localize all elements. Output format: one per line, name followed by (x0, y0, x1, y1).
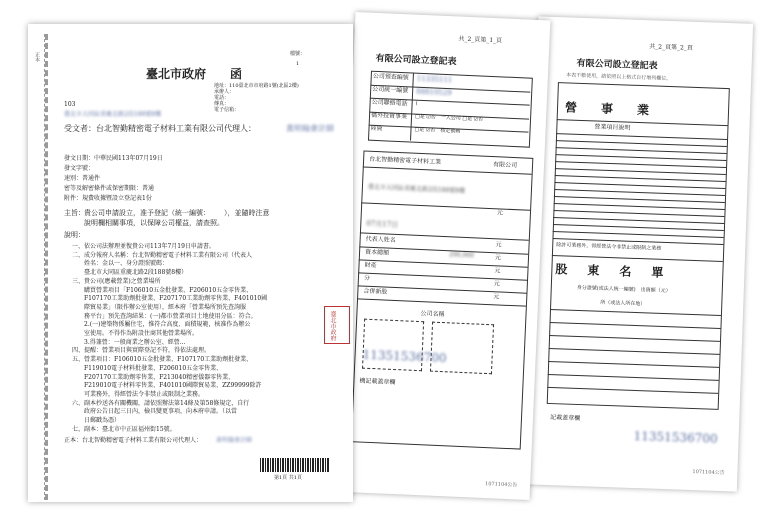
form-note: 本表不敷使用，請依照以上格式自行增列欄位。 (566, 72, 672, 83)
sender-address-line: 電話： (214, 95, 230, 101)
date: 07月17日 (366, 219, 399, 230)
explanation-item: 四、提醒：營業項目與實際登記不符，得依法處理。 (72, 347, 211, 355)
meta-line: 速別：普通件 (64, 175, 101, 182)
explanation-item: 日郵戳為憑） (72, 417, 121, 424)
explanation-item: 政府公告日起三日內，檢具變更事項，向本府申請。（以當 (72, 408, 238, 416)
explanation-item: F207170工業助劑零售業、F213040精密儀器零售業、 (72, 373, 235, 381)
capital-amount: 200,000 (448, 251, 475, 260)
explanation-item: 可業務外，得經營法令非禁止或限制之業務。 (72, 390, 205, 398)
row-value: □是 ☑否 一人公司 □是 ☑否 (414, 113, 484, 123)
subject-label: 主旨： (64, 209, 85, 217)
row-label: 公司預查編號 (372, 72, 409, 82)
row-label: 僑外投資事業 (370, 111, 408, 121)
subject-text-1: 貴公司申請設立，准予登記（統一編號： (84, 209, 210, 217)
business-header: 營業項目說明 (594, 123, 631, 132)
file-number-label: 檔號： (290, 51, 306, 57)
section-business-title: 營 事 業 (564, 100, 656, 118)
row-value: □是 ☑否 核定號碼 (414, 126, 461, 135)
id-code: 11351536700 (633, 428, 718, 446)
sender-address-line: 傳真： (214, 101, 230, 107)
field-label: 代表人姓名 (365, 235, 396, 244)
field-label: 分 (363, 274, 371, 282)
official-seal (324, 306, 350, 344)
page-counter: 共_2_頁第_2_頁 (649, 43, 693, 52)
subject-text-3: 說明欄相關事項，以保障公司權益，請查照。 (84, 219, 224, 227)
explanation-item: 姓名：金以一、身分證照號碼： (72, 260, 169, 268)
barcode (260, 458, 330, 472)
explanation-item: 臺北市大同區重慶北路2段188號8樓） (72, 269, 188, 277)
row-value: ( (415, 100, 418, 107)
form-title: 有限公司設立登記表 (576, 58, 658, 72)
section-shareholders-title: 股 東 名 單 (555, 262, 668, 281)
explanation-label: 說明： (64, 231, 85, 239)
form-footer-code: 1071104公告 (692, 469, 725, 477)
company-name: 台北智勤精密電子材料工業 (368, 155, 442, 166)
explanation-item: 購買營業項目「F106010五金批發業、F206010五金零售業、 (72, 286, 253, 294)
recipient-address: 臺北市大同區重慶北路2段188號8樓 (64, 111, 162, 118)
field-label: 資本總額 (364, 248, 390, 257)
meta-line: 密等及解密條件或保密期限：普通 (64, 185, 155, 192)
registration-form-page-1 (335, 12, 551, 500)
explanation-item: 五、營業項目：F106010五金批發業、F107170工業助劑批發業、 (72, 356, 253, 364)
explanation-item: F107170工業助劑批發業、F207170工業助劑零售業、F401010國 (72, 295, 268, 303)
stamp-label: 機記載蓋章欄 (359, 377, 396, 387)
shareholder-header: 身分證號(或法人統一編號) 出資額（元） (576, 284, 671, 295)
page-counter: 共_2_頁第_1_頁 (458, 35, 503, 45)
unit-label: 元 (495, 241, 502, 249)
explanation-item: 室使用。不得作為附設住商其他營業場所。 (72, 330, 199, 337)
recipient-label: 受文者：台北智勤精密電子材料工業有限公司代理人： (64, 124, 256, 133)
shareholder-lines (538, 16, 753, 24)
row-label: 公司統一編號 (372, 85, 409, 95)
subject-text-2: ），並隨時注意 (224, 209, 270, 217)
unit-label: 元 (493, 293, 500, 301)
page-footer: 第1頁 共1頁 (274, 475, 302, 481)
explanation-item: 3.得兼營：一般商業之辦公室、經營... (72, 338, 186, 346)
explanation-item: 二、成分報府人名稱：台北智勤精密電子材料工業有限公司（代表人 (72, 251, 253, 259)
row-label: 陸資 (370, 124, 383, 133)
field-label: 合併新股 (363, 287, 388, 296)
shareholder-header-2: 所（或法人所在地） (600, 299, 646, 308)
sender-address-line: 承辦人： (214, 89, 235, 95)
sender-address-line: 地址：110臺北市市府路1號(北區2樓) (214, 83, 299, 89)
unit-label: 元 (493, 280, 501, 288)
meta-line: 發文字號： (64, 165, 95, 172)
explanation-item: 三、貴公司(應載營業)之營業場所 (72, 277, 161, 285)
company-address: 臺北市大同區重慶北路2段188號8樓 (367, 183, 466, 195)
capital-unit: 元 (496, 209, 504, 217)
binding-line (44, 34, 48, 500)
form-title: 有限公司設立登記表 (375, 53, 457, 68)
form-footer-code: 1071104公告 (484, 481, 518, 489)
field-label: 財產 (364, 261, 377, 270)
side-label: 正本 (34, 52, 40, 62)
company-suffix: 有限公司 (492, 161, 518, 170)
explanation-item: 際貿易業」（限作辦公室使用），經本府「營業場所預先查詢服 (72, 303, 247, 311)
meta-line: 發文日期：中華民國113年07月19日 (64, 155, 163, 162)
sign-label: 公司名稱 (420, 310, 445, 319)
explanation-item: 一、依公司法辦理並復貴公司113年7月19日申請書。 (72, 243, 215, 250)
business-item-lines (538, 16, 753, 24)
stamp-label: 記載蓋章欄 (550, 414, 581, 423)
row-value: 88810529 (415, 87, 452, 98)
registration-form-page-2 (522, 16, 753, 491)
business-footer: 除許可業務外，得經營法令非禁止或限制之業務 (556, 242, 662, 252)
explanation-item: 六、副本抄送各有關機關，請依照辦法第14條及第58條規定，自行 (72, 399, 250, 407)
cc-label: 正本：台北智勤精密電子材料工業有限公司代理人： (64, 437, 203, 444)
seal-box (430, 322, 494, 375)
seal-text: 臺北市政府 (329, 311, 336, 341)
unit-label: 元 (494, 254, 502, 262)
recipient-name: 黃明翰會計師 (286, 124, 334, 133)
cc-name: 黃明翰會計師 (216, 437, 253, 444)
unit-label: 元 (494, 267, 501, 275)
explanation-item: 2.(一)建築物係屬住宅，惟符合高度、面積規範，核准作為辦公 (72, 321, 251, 329)
meta-line: 附件：規費收據暨設立登記表1份 (64, 195, 152, 202)
explanation-item: 務平台」預先查詢結果：(一)都市營業項目土地使用分區：符合。 (72, 312, 257, 320)
government-letter (28, 24, 353, 502)
id-code: 11351536700 (362, 347, 447, 366)
explanation-item: F119010電子材料批發業、F206010五金零售業、 (72, 364, 223, 372)
pages-label: 1 (296, 61, 300, 67)
letter-title: 臺北市政府 函 (146, 67, 243, 81)
row-label: 公司聯絡電話 (371, 98, 408, 108)
explanation-item: F219010電子材料零售業、F401010國際貿易業、ZZ99999除許 (72, 382, 262, 390)
sender-address-line: 電子信箱： (214, 107, 240, 113)
zip-code: 103 (64, 101, 76, 108)
row-value: 11335111 (416, 74, 453, 85)
explanation-item: 七、副本：臺北市中正區福州街15號。 (72, 425, 176, 433)
